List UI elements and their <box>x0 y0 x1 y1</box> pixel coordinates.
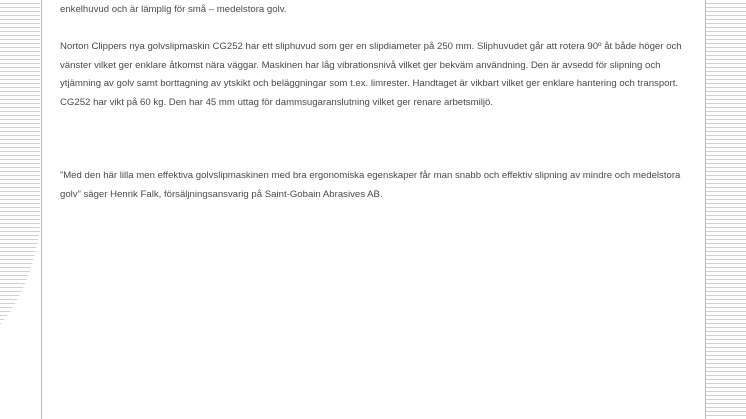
left-orange-rule <box>41 0 42 419</box>
paragraph-intro-tail: enkelhuvud och är lämplig för små – medelstora golv. <box>60 4 287 15</box>
left-stripe-pattern <box>0 0 40 419</box>
right-decorative-margin <box>706 0 746 419</box>
paragraph-product-description: Norton Clippers nya golvslipmaskin CG252 har ett sliphuvud som ger en slipdiameter på 250 mm. Sliphuvudet går att rotera 90º åt både höger och vänster vilket ger enklare åtkomst nära väggar. Maskinen har låg vibrationsnivå vilket ger bekväm användning. Den är avsedd för slipning och ytjämning av golv samt borttagning av ytskikt och beläggningar som t.ex. limrester. Handtaget är vikbart vilket ger enklare hantering och transport. CG252 har vikt på 60 kg. Den har 45 mm uttag för dammsugaranslutning vilket ger renare arbetsmiljö. <box>60 41 682 108</box>
left-decorative-margin <box>0 0 40 419</box>
paragraph-quote: ”Med den här lilla men effektiva golvslipmaskinen med bra ergonomiska egenskaper får man snabb och effektiv slipning av mindre och medelstora golv” säger Henrik Falk, försäljningsansvarig på Saint-Gobain Abrasives AB. <box>60 170 681 200</box>
